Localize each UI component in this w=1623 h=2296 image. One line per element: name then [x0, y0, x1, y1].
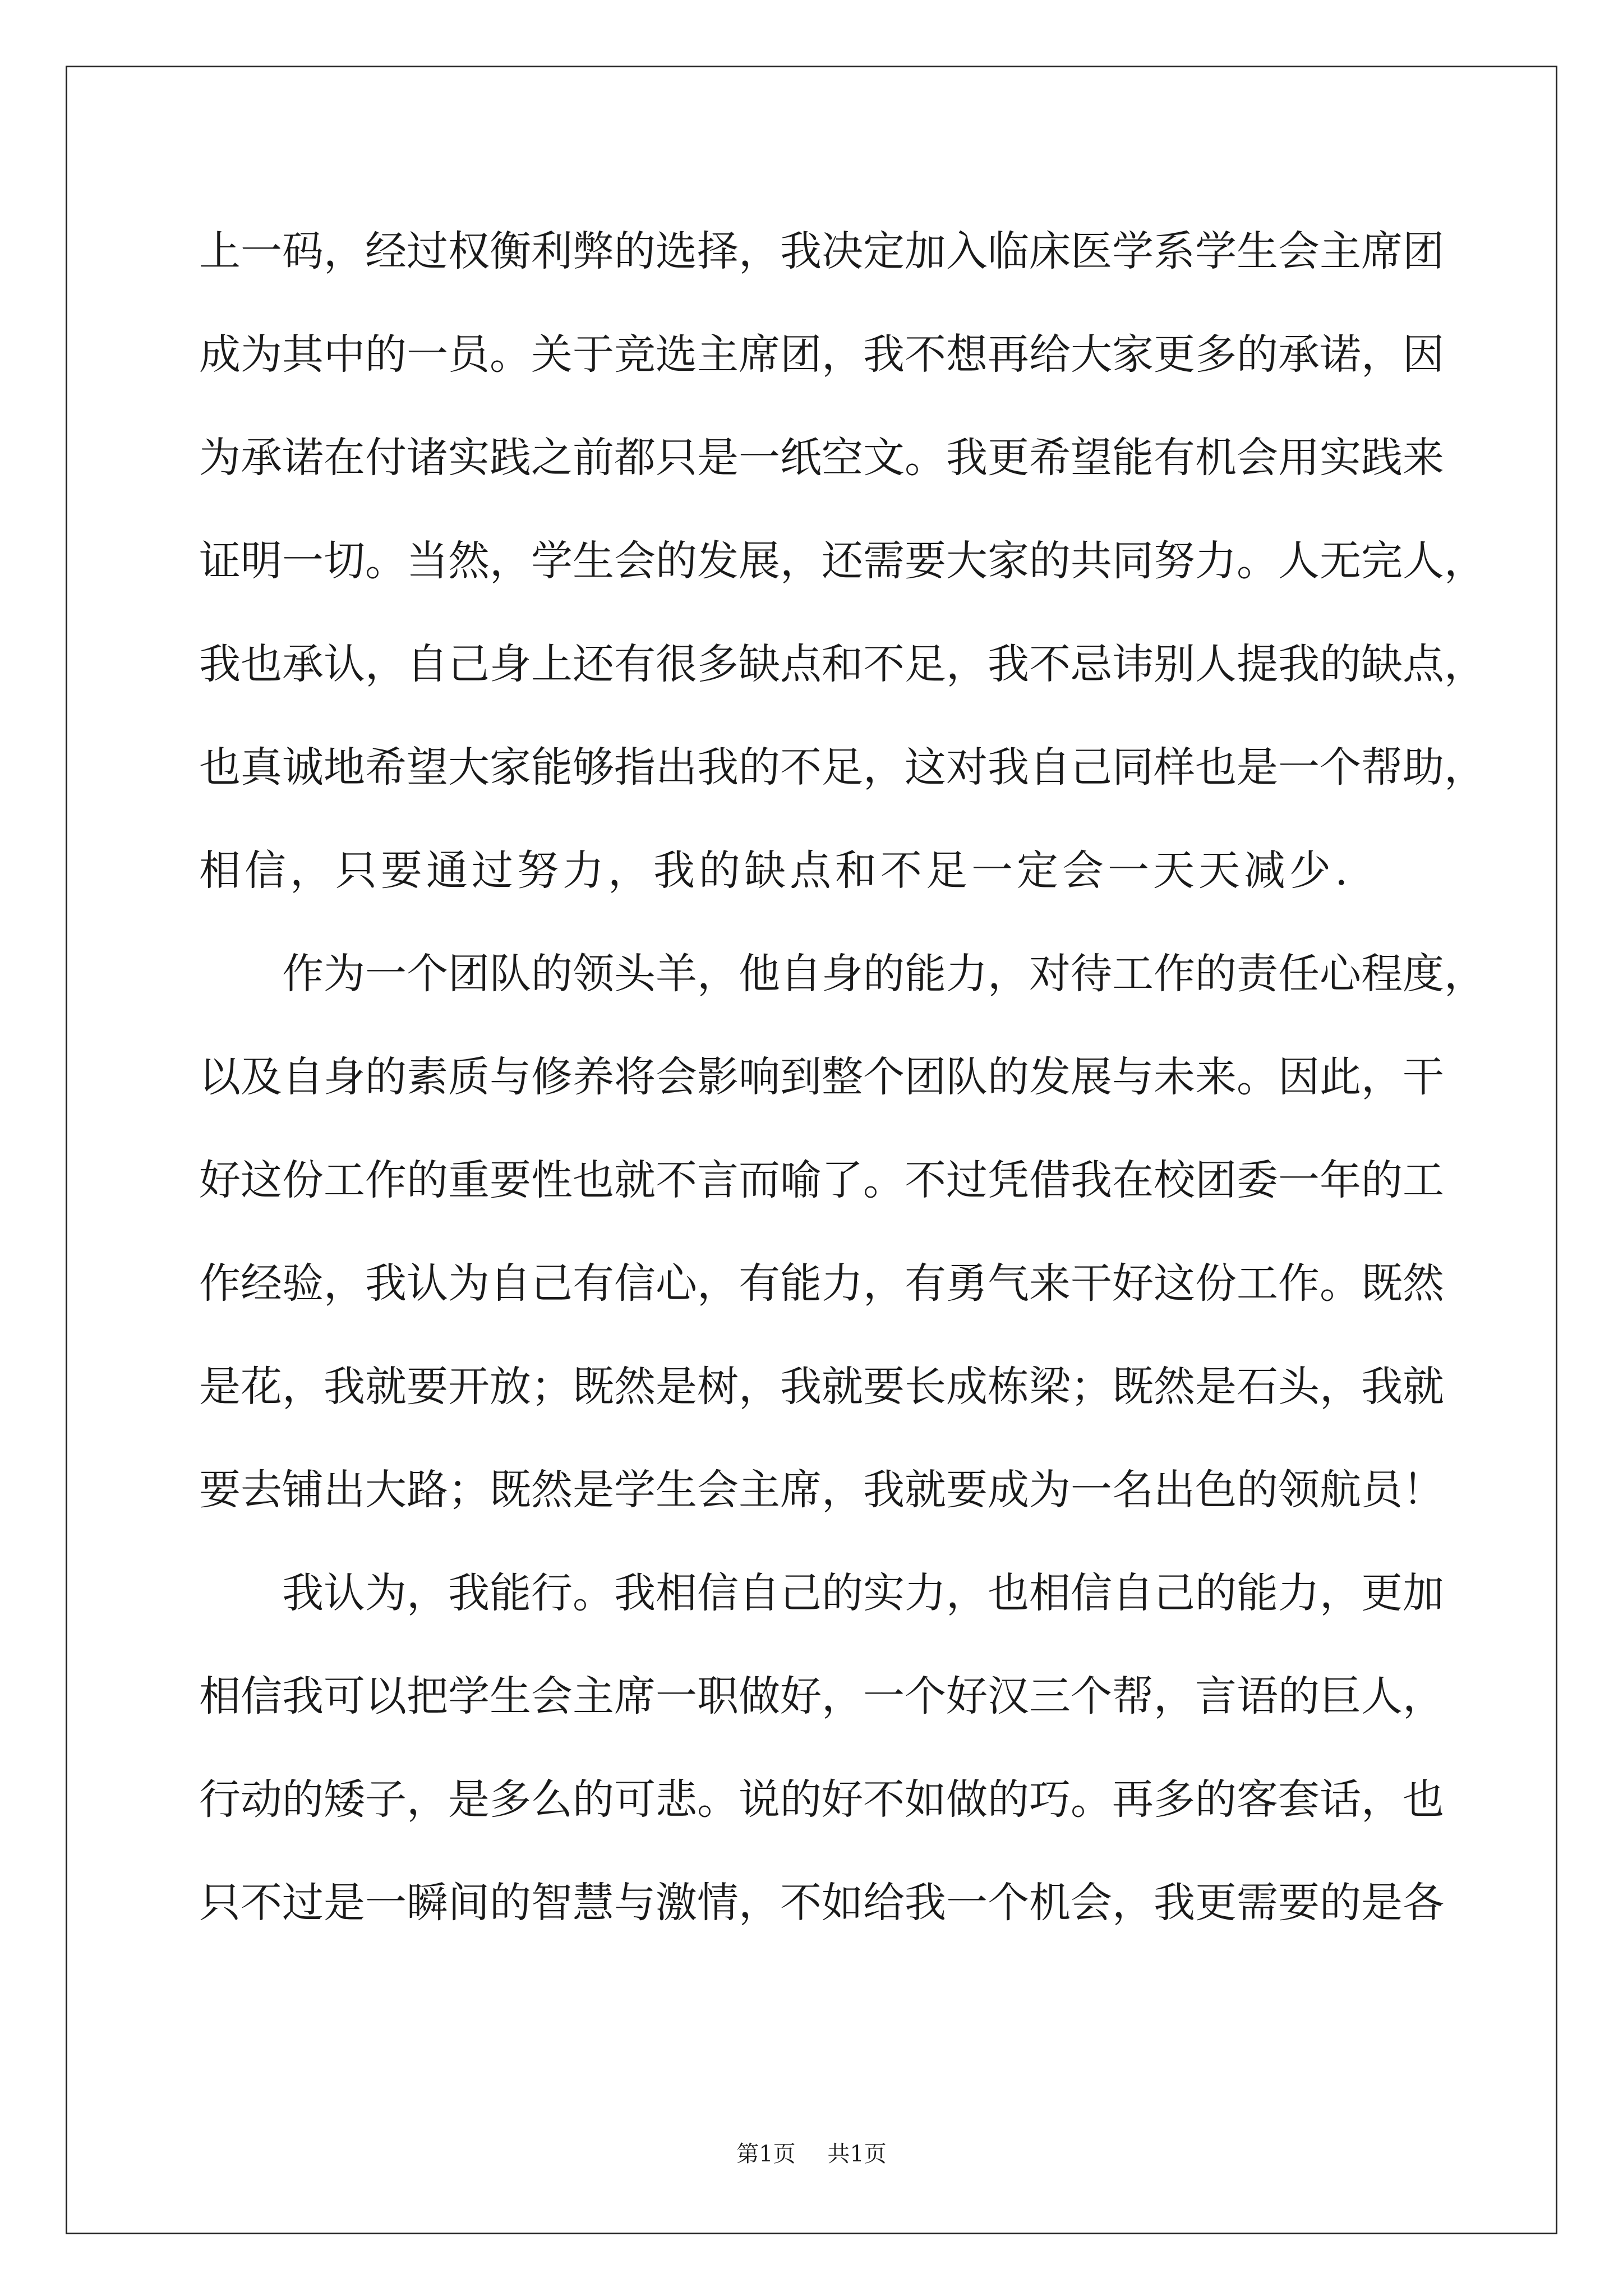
- text-line: 是花，我就要开放；既然是树，我就要长成栋梁；既然是石头，我就: [199, 1363, 1444, 1411]
- page-number: 第1页: [736, 2141, 796, 2167]
- paragraph-start-line: 我认为，我能行。我相信自己的实力，也相信自己的能力，更加: [282, 1569, 1444, 1617]
- page-total: 共1页: [827, 2141, 887, 2167]
- text-line: 成为其中的一员。关于竞选主席团，我不想再给大家更多的承诺，因: [199, 330, 1444, 379]
- text-line: 以及自身的素质与修养将会影响到整个团队的发展与未来。因此，干: [199, 1053, 1444, 1101]
- text-line: 也真诚地希望大家能够指出我的不足，这对我自己同样也是一个帮助，: [199, 743, 1486, 792]
- text-line: 证明一切。当然，学生会的发展，还需要大家的共同努力。人无完人，: [199, 537, 1486, 585]
- text-line: 要去铺出大路；既然是学生会主席，我就要成为一名出色的领航员！: [199, 1466, 1444, 1514]
- paragraph-start-line: 作为一个团队的领头羊，他自身的能力，对待工作的责任心程度，: [282, 950, 1486, 998]
- text-line: 只不过是一瞬间的智慧与激情，不如给我一个机会，我更需要的是各: [199, 1879, 1444, 1927]
- text-line: 作经验，我认为自己有信心，有能力，有勇气来干好这份工作。既然: [199, 1259, 1444, 1308]
- text-line: 行动的矮子，是多么的可悲。说的好不如做的巧。再多的客套话，也: [199, 1775, 1444, 1824]
- text-line: 我也承认，自己身上还有很多缺点和不足，我不忌讳别人提我的缺点，: [199, 640, 1486, 688]
- text-line: 上一码，经过权衡利弊的选择，我决定加入临床医学系学生会主席团: [199, 227, 1444, 275]
- page-footer: [0, 2137, 1623, 2171]
- text-line: 为承诺在付诸实践之前都只是一纸空文。我更希望能有机会用实践来: [199, 434, 1444, 482]
- text-line: 相信我可以把学生会主席一职做好，一个好汉三个帮，言语的巨人，: [199, 1672, 1444, 1720]
- text-line: 好这份工作的重要性也就不言而喻了。不过凭借我在校团委一年的工: [199, 1156, 1444, 1204]
- text-line: 相信，只要通过努力，我的缺点和不足一定会一天天减少.: [199, 846, 1352, 895]
